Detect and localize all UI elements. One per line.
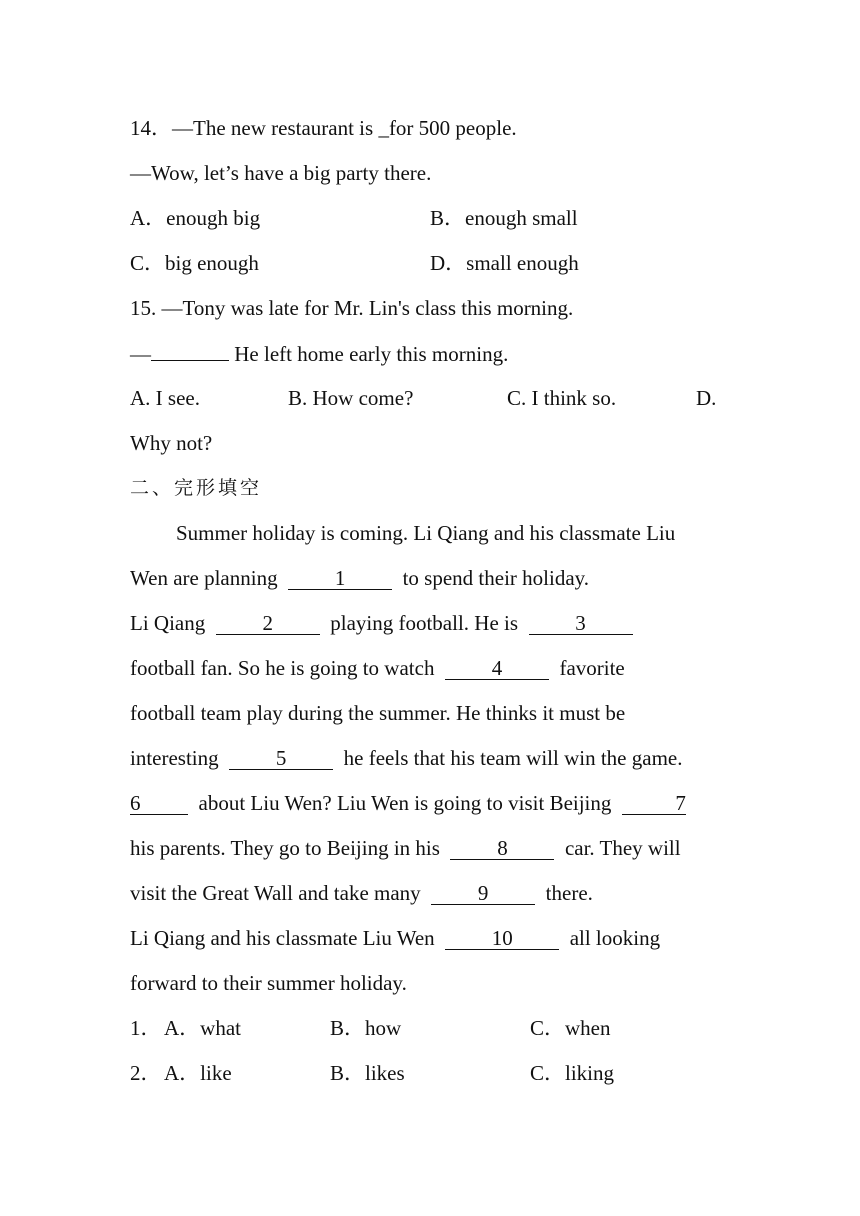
blank-7[interactable]: 7 [622, 792, 686, 815]
answer-number-1: 1． [130, 1016, 162, 1040]
passage-line-8: his parents. They go to Beijing in his 8 car. They will [130, 836, 681, 860]
q15-answer-blank[interactable] [151, 338, 229, 361]
q15-option-b[interactable]: B. How come? [288, 386, 414, 410]
q14-stem: 14．—The new restaurant is _for 500 people. [130, 116, 517, 140]
passage-line-1: Summer holiday is coming. Li Qiang and his classmate Liu [176, 521, 676, 545]
answer-1-option-b[interactable]: B．how [330, 1016, 402, 1040]
q15-option-c[interactable]: C. I think so. [507, 386, 617, 410]
answer-1-option-a[interactable]: A．what [164, 1016, 241, 1040]
passage-line-2: Wen are planning 1 to spend their holiday. [130, 566, 590, 590]
answer-1-option-c[interactable]: C．when [530, 1016, 611, 1040]
section-title: 二、完形填空 [130, 477, 263, 499]
q15-reply: — He left home early this morning. [130, 338, 508, 368]
answer-2-option-c[interactable]: C．liking [530, 1061, 615, 1085]
q14-option-a[interactable]: A．enough big [130, 206, 261, 230]
passage-line-4: football fan. So he is going to watch 4 favorite [130, 656, 625, 680]
blank-3[interactable]: 3 [529, 612, 633, 635]
blank-1[interactable]: 1 [288, 567, 392, 590]
q14-reply: —Wow, let’s have a big party there. [130, 161, 432, 185]
q15-option-a[interactable]: A. I see. [130, 386, 200, 410]
q15-stem: 15. —Tony was late for Mr. Lin's class this morning. [130, 296, 574, 320]
blank-2[interactable]: 2 [216, 612, 320, 635]
blank-8[interactable]: 8 [450, 837, 554, 860]
q14-option-b[interactable]: B．enough small [430, 206, 578, 230]
answer-2-option-b[interactable]: B．likes [330, 1061, 405, 1085]
passage-line-6: interesting 5 he feels that his team will win the game. [130, 746, 683, 770]
passage-line-10: Li Qiang and his classmate Liu Wen 10 all looking [130, 926, 661, 950]
blank-4[interactable]: 4 [445, 657, 549, 680]
passage-line-5: football team play during the summer. He thinks it must be [130, 701, 626, 725]
q14-option-d[interactable]: D．small enough [430, 251, 579, 275]
q15-option-d-text: Why not? [130, 431, 213, 455]
blank-10[interactable]: 10 [445, 927, 559, 950]
passage-line-7: 6 about Liu Wen? Liu Wen is going to visit Beijing 7 [130, 791, 686, 815]
passage-line-9: visit the Great Wall and take many 9 there. [130, 881, 593, 905]
blank-9[interactable]: 9 [431, 882, 535, 905]
answer-2-option-a[interactable]: A．like [164, 1061, 232, 1085]
blank-6[interactable]: 6 [130, 792, 188, 815]
answer-number-2: 2． [130, 1061, 162, 1085]
q14-option-c[interactable]: C．big enough [130, 251, 259, 275]
q15-option-d[interactable]: D. [696, 386, 717, 410]
passage-line-3: Li Qiang 2 playing football. He is 3 [130, 608, 633, 638]
passage-line-11: forward to their summer holiday. [130, 971, 407, 995]
blank-5[interactable]: 5 [229, 747, 333, 770]
